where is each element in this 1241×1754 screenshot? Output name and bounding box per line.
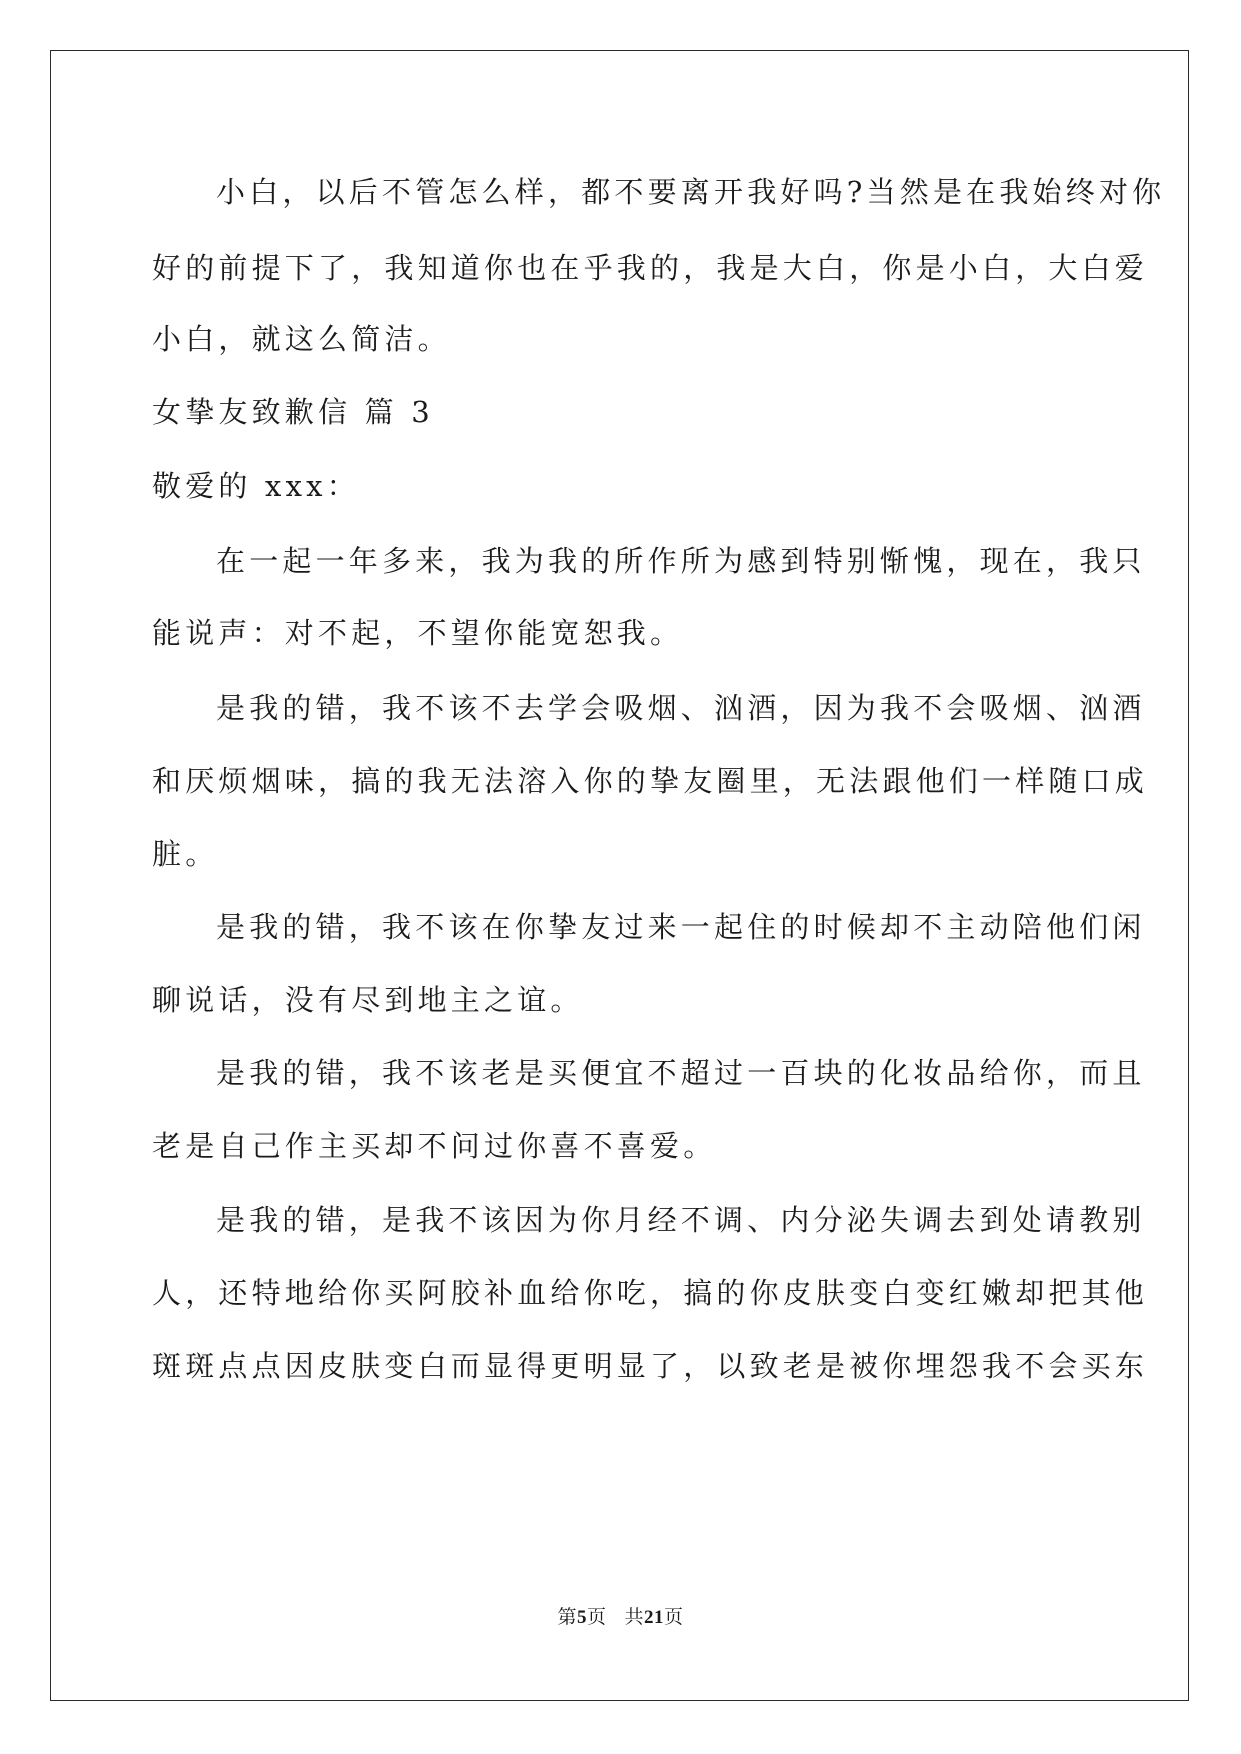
section-heading: 女挚友致歉信 篇 3 [152,395,434,429]
footer-page-number: 5 [576,1607,587,1628]
paragraph-line-13: 是我的错，我不该老是买便宜不超过一百块的化妆品给你，而且 [216,1056,1146,1090]
paragraph-line-3: 小白，就这么简洁。 [152,322,451,356]
page-border [50,50,1189,1701]
footer-page-suffix: 页 [586,1606,607,1628]
paragraph-line-11: 是我的错，我不该在你挚友过来一起住的时候却不主动陪他们闲 [216,910,1146,944]
paragraph-line-9: 和厌烦烟味，搞的我无法溶入你的挚友圈里，无法跟他们一样随口成 [152,764,1149,798]
paragraph-line-2: 好的前提下了，我知道你也在乎我的，我是大白，你是小白，大白爱 [152,251,1149,285]
paragraph-line-8: 是我的错，我不该不去学会吸烟、汹酒，因为我不会吸烟、汹酒 [216,691,1146,725]
footer-page-prefix: 第 [557,1606,577,1628]
footer-total-prefix: 共 [624,1606,645,1628]
paragraph-line-12: 聊说话，没有尽到地主之谊。 [152,983,584,1017]
paragraph-line-1: 小白，以后不管怎么样，都不要离开我好吗?当然是在我始终对你 [216,175,1166,209]
paragraph-line-7: 能说声：对不起，不望你能宽恕我。 [152,616,684,650]
paragraph-line-16: 人，还特地给你买阿胶补血给你吃，搞的你皮肤变白变红嫩却把其他 [152,1276,1149,1310]
paragraph-line-14: 老是自己作主买却不问过你喜不喜爱。 [152,1129,717,1163]
paragraph-line-15: 是我的错，是我不该因为你月经不调、内分泌失调去到处请教别 [216,1203,1146,1237]
paragraph-line-6: 在一起一年多来，我为我的所作所为感到特别惭愧，现在，我只 [216,544,1146,578]
salutation: 敬爱的 xxx： [152,469,360,503]
paragraph-line-17: 斑斑点点因皮肤变白而显得更明显了，以致老是被你埋怨我不会买东 [152,1349,1149,1383]
footer-total-suffix: 页 [664,1606,684,1628]
paragraph-line-10: 脏。 [152,837,219,871]
footer-total-pages: 21 [644,1607,665,1628]
page-footer [0,1605,1241,1630]
